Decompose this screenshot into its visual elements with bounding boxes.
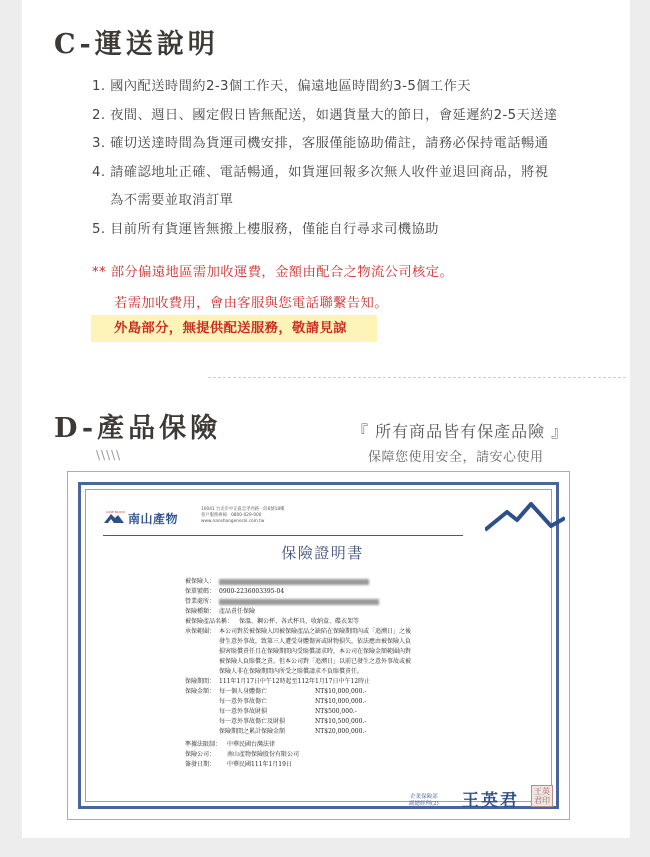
field-row <box>185 750 465 760</box>
amount-label: 每一意外事故傷亡 <box>219 698 268 705</box>
decorative-slashes: \\\\\ <box>96 448 122 462</box>
signer-title-line: 企業保險部 <box>410 794 438 800</box>
company-brand: 南山產物 <box>128 512 179 526</box>
field-row <box>185 597 465 607</box>
logo-badge: CASE BLOCK <box>106 510 125 514</box>
field-key: 保險種類： <box>185 608 216 615</box>
field-value: 產品責任保險 <box>219 608 256 615</box>
field-key: 承保範圍： <box>185 628 216 635</box>
field-value: 中華民國111年1月19日 <box>227 761 292 768</box>
fee-contact-notice: 若需加收費用，會由客服與您電話聯繫告知。 <box>114 296 388 311</box>
amount-value: NT$500,000.- <box>315 708 357 715</box>
field-value: 損害賠償責任且在保險期間內受賠償請求時，本公司在保險金額範圍內對 <box>219 648 412 655</box>
outlying-islands-highlight: 外島部分，無提供配送服務，敬請見諒 <box>91 315 377 342</box>
field-row <box>185 740 465 750</box>
amount-value: NT$10,000,000.- <box>315 688 367 695</box>
field-value: 保溫、鋼公杯、各式杯具、收納盒、碟衣架等 <box>239 618 360 625</box>
field-row <box>185 647 465 657</box>
field-key: 保單號碼： <box>185 588 216 595</box>
field-key <box>185 657 219 667</box>
field-key: 簽發日期： <box>185 761 216 768</box>
redacted-block <box>219 599 379 605</box>
field-row <box>185 587 465 597</box>
signer-title-line: 副總經理(2) <box>409 801 439 807</box>
header-rule <box>103 535 463 536</box>
field-row <box>185 637 465 647</box>
rule-item-continued: 為不需要並取消訂單 <box>110 193 234 208</box>
field-value: 南山產物保險股份有限公司 <box>227 751 300 758</box>
certificate-frame <box>78 482 559 809</box>
rule-item: 1. 國內配送時間約2-3個工作天，偏遠地區時間約3-5個工作天 <box>92 79 471 94</box>
address-line: 客戶服務專線：0800-029-000 <box>201 513 262 518</box>
nanshan-logo-icon <box>103 509 125 525</box>
company-address <box>201 507 284 525</box>
field-key <box>185 667 219 677</box>
field-row <box>185 627 465 637</box>
field-row <box>185 667 465 677</box>
address-line: www.nanshangeneral.com.tw <box>201 519 265 524</box>
amount-value: NT$10,500,000.- <box>315 718 367 725</box>
rule-item: 5. 目前所有貨運皆無搬上樓服務，僅能自行尋求司機協助 <box>92 221 439 237</box>
field-row <box>185 657 465 667</box>
amount-row <box>185 717 465 727</box>
signer-title <box>409 794 439 808</box>
field-key: 保險公司： <box>185 751 216 758</box>
insurance-certificate <box>67 471 570 820</box>
address-line: 10041 台北市中正區忠孝西路一段6號18樓 <box>201 507 285 512</box>
section-c-title: C-運送說明 <box>54 29 219 60</box>
amount-value: NT$20,000,000.- <box>315 728 367 735</box>
amount-row <box>185 727 465 737</box>
certificate-fields <box>185 577 465 770</box>
field-key: 保險期間： <box>185 678 216 685</box>
remote-fee-notice: ** 部分偏遠地區需加收運費，金額由配合之物流公司核定。 <box>92 265 454 280</box>
amount-row <box>185 707 465 717</box>
rule-item: 2. 夜間、週日、國定假日皆無配送，如遇貨量大的節日，會延遲約2-5天送達 <box>92 107 558 123</box>
rule-item: 4. 請確認地址正確、電話暢通，如貨運回報多次無人收件並退回商品，將視 <box>92 164 549 180</box>
section-divider <box>208 377 626 378</box>
field-row <box>185 617 465 627</box>
field-value: 發生意外事故，致第三人遭受身體傷害或財物損失，依法應由被保險人負 <box>219 638 412 645</box>
amount-row <box>185 687 465 697</box>
field-key: 營業處所： <box>185 598 216 605</box>
field-key: 準據法限制： <box>185 741 222 748</box>
field-value: 被保險人負賠償之責。但本公司對「追溯日」以前已發生之意外事故或被 <box>219 658 412 665</box>
amount-row <box>185 697 465 707</box>
field-value-redacted <box>219 577 465 587</box>
field-value: 111年1月17日中午12時起至112年1月17日中午12時止 <box>219 678 371 685</box>
official-seal: 王英君印 <box>531 785 553 807</box>
insurance-subtitle: 保障您使用安全，請安心使用 <box>368 450 544 465</box>
section-d-title: D-產品保險 <box>54 413 222 444</box>
redacted-block <box>219 579 369 585</box>
field-row <box>185 677 465 687</box>
field-key <box>185 647 219 657</box>
field-row <box>185 760 465 770</box>
field-row <box>185 577 465 587</box>
mountain-logo-icon <box>485 500 565 532</box>
field-value-redacted <box>219 597 465 607</box>
field-row <box>185 607 465 617</box>
certificate-header <box>103 507 559 531</box>
field-key: 被保險人： <box>185 578 216 585</box>
field-value: 保險人非在保險期間內所受之賠償請求不負賠償責任。 <box>219 668 364 675</box>
amount-label: 保險期間之累計保險金額 <box>219 728 286 735</box>
rule-item: 3. 確切送達時間為貨運司機安排，客服僅能協助備註，請務必保持電話暢通 <box>92 136 549 151</box>
amount-label: 每一個人身體傷亡 <box>219 688 268 695</box>
field-value: 0900-2236003395-04 <box>219 588 285 595</box>
field-value: 中華民國台灣法律 <box>227 741 276 748</box>
signer-name: 王英君 <box>462 791 519 811</box>
insurance-quote: 『 所有商品皆有保產品險 』 <box>352 422 569 441</box>
amount-value: NT$10,000,000.- <box>315 698 367 705</box>
shipping-rules-list <box>92 73 622 244</box>
amount-label: 每一意外事故財損 <box>219 708 268 715</box>
certificate-title: 保險證明書 <box>281 544 364 562</box>
field-key: 被保險產品名稱： <box>185 618 234 625</box>
field-key <box>185 637 219 647</box>
field-key: 保險金額： <box>185 688 216 695</box>
amount-label: 每一意外事故傷亡及財損 <box>219 718 286 725</box>
field-value: 本公司對於被保險人因被保險產品之缺陷在保險期間內或「追溯日」之後 <box>219 628 412 635</box>
